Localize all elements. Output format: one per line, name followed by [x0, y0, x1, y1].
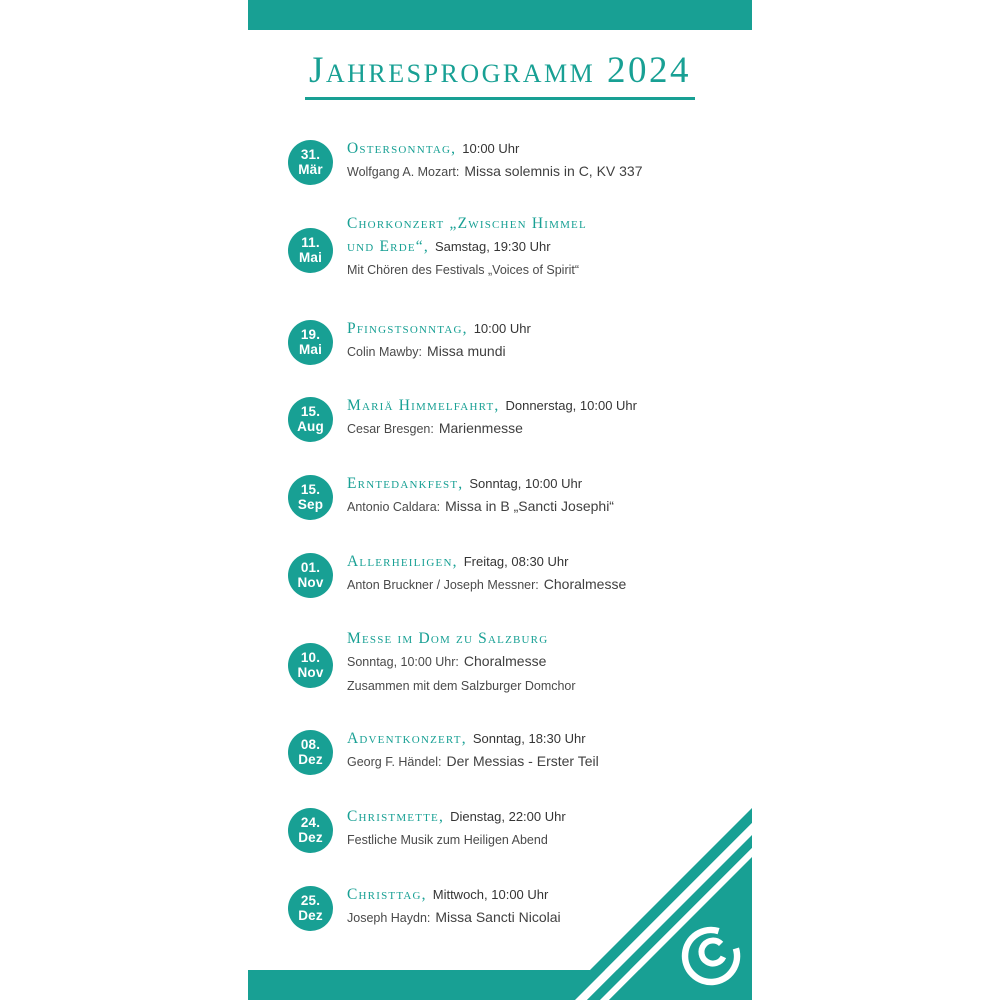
event-title: Chorkonzert „Zwischen Himmel [347, 215, 587, 232]
date-day: 15. [300, 482, 321, 497]
event-row [288, 317, 728, 364]
event-work: Choralmesse [463, 653, 547, 669]
event-time: 10:00 Uhr [473, 321, 531, 336]
event-note: Zusammen mit dem Salzburger Domchor [347, 679, 576, 693]
date-day: 08. [300, 737, 321, 752]
event-row [288, 394, 728, 441]
event-title-cont: und Erde“, [347, 238, 429, 255]
event-composer: Anton Bruckner / Joseph Messner: [347, 578, 539, 592]
event-title: Christtag, [347, 886, 427, 903]
event-time: 10:00 Uhr [462, 141, 520, 156]
event-date-badge [288, 643, 333, 688]
event-time: Sonntag, 10:00 Uhr [469, 476, 583, 491]
date-month: Mai [298, 341, 323, 357]
date-month: Mär [298, 161, 323, 177]
event-details [347, 627, 728, 698]
event-details [347, 472, 728, 519]
event-composer: Cesar Bresgen: [347, 422, 434, 436]
event-row [288, 627, 728, 698]
event-time: Freitag, 08:30 Uhr [463, 554, 569, 569]
diagonal-stripes [560, 808, 752, 1000]
event-title: Ostersonntag, [347, 140, 457, 157]
event-composer: Wolfgang A. Mozart: [347, 165, 460, 179]
event-work: Missa mundi [427, 343, 506, 359]
event-details [347, 137, 728, 184]
date-day: 25. [300, 893, 321, 908]
event-work: Missa solemnis in C, KV 337 [464, 163, 643, 179]
date-month: Mai [298, 249, 323, 265]
event-details [347, 727, 728, 774]
date-month: Dez [298, 829, 323, 845]
event-time: Samstag, 19:30 Uhr [434, 239, 551, 254]
event-time: Dienstag, 22:00 Uhr [450, 809, 566, 824]
event-date-badge [288, 475, 333, 520]
event-date-badge [288, 140, 333, 185]
event-title: Mariä Himmelfahrt, [347, 397, 500, 414]
date-month: Dez [298, 751, 323, 767]
date-day: 19. [300, 327, 321, 342]
date-day: 10. [300, 650, 321, 665]
event-composer: Georg F. Händel: [347, 755, 442, 769]
event-details [347, 212, 728, 282]
top-accent-bar [248, 0, 752, 30]
date-day: 24. [300, 815, 321, 830]
event-composer: Antonio Caldara: [347, 500, 441, 514]
event-title: Adventkonzert, [347, 730, 467, 747]
event-title: Pfingstsonntag, [347, 320, 468, 337]
event-row [288, 212, 728, 282]
event-title: Messe im Dom zu Salzburg [347, 630, 549, 647]
event-row [288, 727, 728, 774]
event-work: Missa Sancti Nicolai [435, 909, 561, 925]
event-details [347, 394, 728, 441]
event-note: Festliche Musik zum Heiligen Abend [347, 833, 548, 847]
date-month: Nov [297, 574, 324, 590]
event-work: Choralmesse [543, 576, 627, 592]
date-month: Sep [297, 496, 324, 512]
event-time: Donnerstag, 10:00 Uhr [505, 398, 637, 413]
corner-decoration [540, 780, 752, 1000]
event-row [288, 550, 728, 597]
event-title: Christmette, [347, 808, 445, 825]
event-details [347, 317, 728, 364]
date-day: 31. [300, 147, 321, 162]
event-date-badge [288, 320, 333, 365]
event-title: Allerheiligen, [347, 553, 458, 570]
event-date-badge [288, 553, 333, 598]
event-title: Erntedankfest, [347, 475, 464, 492]
event-work: Marienmesse [438, 420, 523, 436]
date-month: Dez [298, 907, 323, 923]
event-date-badge [288, 397, 333, 442]
date-month: Nov [297, 664, 324, 680]
event-time: Sonntag, 10:00 Uhr: [347, 655, 459, 669]
event-row [288, 472, 728, 519]
event-composer: Mit Chören des Festivals „Voices of Spirit“ [347, 263, 580, 277]
date-month: Aug [297, 418, 324, 434]
event-time: Sonntag, 18:30 Uhr [472, 731, 586, 746]
page-title-text: Jahresprogramm 2024 [305, 50, 695, 100]
event-time: Mittwoch, 10:00 Uhr [432, 887, 549, 902]
event-details [347, 550, 728, 597]
event-date-badge [288, 886, 333, 931]
event-row [288, 137, 728, 184]
event-composer: Colin Mawby: [347, 345, 423, 359]
page-title [248, 50, 752, 100]
event-date-badge [288, 808, 333, 853]
event-date-badge [288, 730, 333, 775]
event-date-badge [288, 228, 333, 273]
event-composer: Joseph Haydn: [347, 911, 431, 925]
date-day: 11. [301, 235, 320, 250]
event-work: Der Messias - Erster Teil [446, 753, 599, 769]
date-day: 01. [300, 560, 321, 575]
date-day: 15. [300, 404, 321, 419]
event-work: Missa in B „Sancti Josephi“ [445, 498, 614, 514]
